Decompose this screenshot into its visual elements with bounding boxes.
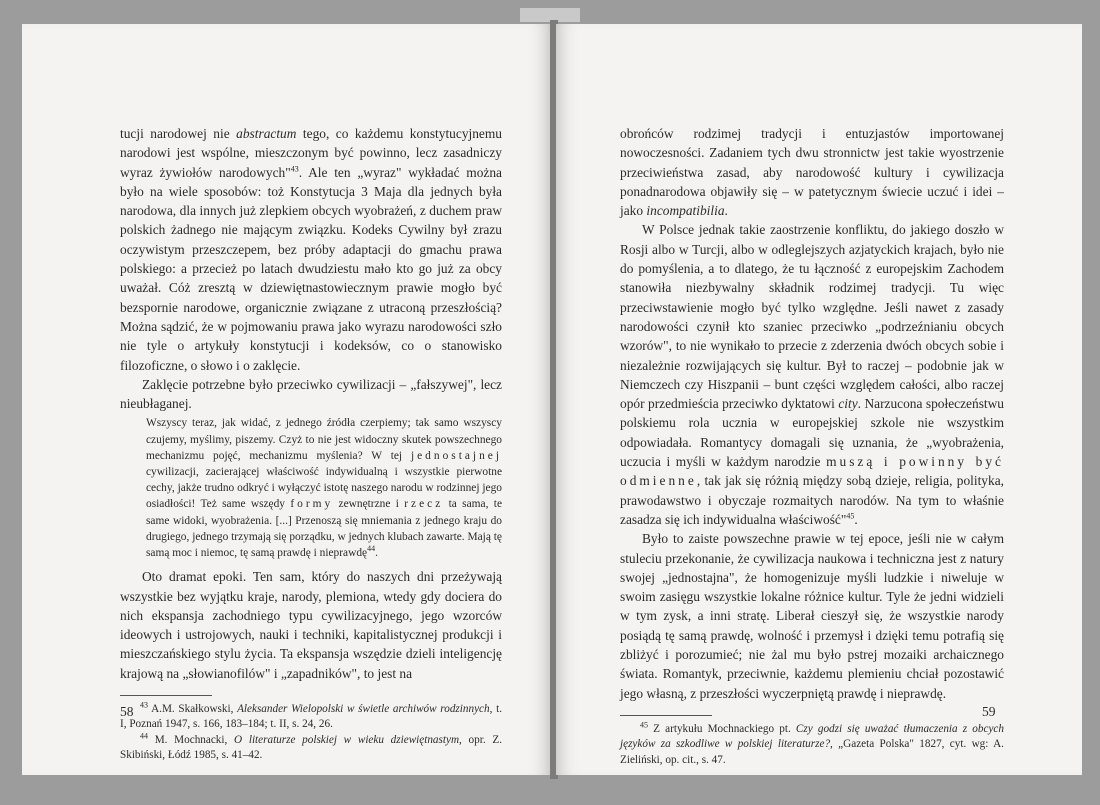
block-quote: [146, 415, 502, 561]
text-run: Z artykułu Mochnackiego pt.: [648, 722, 796, 735]
text-run: ta sama, te same widoki, wyobrażenia. [...] Przenoszą się mniemania z jednego kraju do drugiego, jednego trzymają się porządku, w jednych klubach zawarte. Mają tę samą moc i niemoc, tę samą prawdę i nieprawdę: [146, 498, 502, 560]
footnote-divider: [620, 715, 712, 716]
left-page-body: [120, 124, 502, 764]
right-footnotes: [620, 722, 1004, 768]
text-run: W Polsce jednak takie zaostrzenie konfliktu, do jakiego doszło w Rosji albo w Turcji, albo w odleglejszych azjatyckich krajach, było nie do pomyślenia, a to dlatego, że tu łączność z europejskim Zachodem stanowiła niezbywalny składnik rodzimej tradycji. Tu więc przeciwstawienie mogło być tylko względne. Jeśli nawet z zasady narodowości czynił kto szaniec przeciwko „podrzeźnianiu obcych wzorów", to nie wynikało to przecie z zderzenia dwóch obcych sobie i niezależnie rozwijających się kultur. Był to raczej – podobnie jak w Niemczech czy Hiszpanii – bunt części względem całości, albo raczej opór przedmieścia przeciwko dyktatowi: [620, 222, 1004, 412]
italic-term: city: [838, 396, 858, 412]
text-run: obrońców rodzimej tradycji i entuzjastów importowanej nowoczesności. Zadaniem tych dwu stronnictw jest takie wyostrzenie przeciwieństwa zasad, aby narodowość kultury i cywilizacja ponadnarodowa objawiły się – w patetycznym świecie uczuć i idei – jako: [620, 126, 1004, 219]
text-run: M. Mochnacki,: [148, 733, 235, 746]
right-paragraph-2: [620, 220, 1004, 529]
left-paragraph-1: [120, 124, 502, 375]
italic-title: O literaturze polskiej w wieku dziewiętnastym: [234, 733, 460, 746]
spaced-emphasis: rzecz: [404, 498, 444, 511]
footnote-divider: [120, 695, 212, 696]
text-run: zewnętrzne i: [333, 498, 405, 511]
right-paragraph-3: Było to zaiste powszechne prawie w tej epoce, jeśli nie w całym stuleciu przekonanie, że cywilizacja naukowa i techniczna jest z natury swojej „jednostajna", że homogenizuje myśli ludzkie i niweluje w swoim zasięgu wszystkie lokalne różnice kultur. Tyle że jedni widzieli w tym zysk, a inni stratę. Liberał cieszył się, że wszystkie narody posiądą tę samą prawdę, wolność i przemysł i dzięki temu potrafią się zbliżyć i porozumieć; nie żal mu było pstrej mozaiki archaicznego świata. Romantyk, przeciwnie, każdemu plemieniu chciał pozostawić jego własną, z przeszłości wyczerpniętą prawdę i nieprawdę.: [620, 531, 1004, 701]
footnote-number: 45: [640, 720, 648, 730]
text-run: , t. I, Poznań 1947, s. 166, 183–184; t. II, s. 24, 26.: [120, 703, 502, 731]
spaced-emphasis: formy: [290, 498, 334, 511]
footnote-number: 43: [140, 700, 148, 710]
text-run: , tak jak się różnią między sobą dzieje, religia, polityka, prawodawstwo i obyczaje rozmaitych narodów. Na tym to właśnie zasadza się ich indywidualna właściwość": [620, 473, 1004, 527]
text-run: cywilizacji, zacierającej właściwość indywidualną i wszystkie pierwotne cechy, jakże trudno odkryć i wyłączyć istotę naszego narodu w rodzinnej jego osiadłości! Też same wszędy: [146, 466, 502, 511]
text-run: , opr. Z. Skibiński, Łódź 1985, s. 41–42.: [120, 733, 502, 762]
text-run: . Narzucona społeczeństwu polskiemu rola ucznia w europejskiej szkole nie wszystkim odpowiadała. Romantycy domagali się uznania, że „wyobrażenia, uczucia i myśli w każdym narodzie: [620, 396, 1004, 470]
right-paragraph-1: [620, 124, 1004, 220]
footnote-ref-45[interactable]: 45: [846, 511, 855, 521]
left-paragraph-2: Zaklęcie potrzebne było przeciwko cywilizacji – „fałszywej", lecz nieubłaganej.: [120, 376, 502, 412]
footnote-44: [120, 733, 502, 764]
footnote-number: 44: [140, 731, 148, 741]
text-run: , „Gazeta Polska" 1827, cyt. wg: A. Zieliński, op. cit., s. 47.: [620, 738, 1004, 766]
footnote-ref-43[interactable]: 43: [290, 164, 299, 174]
italic-title: Czy godzi się uważać tłumaczenia z obcych języków za szkodliwe w polskiej literaturze?: [620, 722, 1004, 751]
text-run: .: [854, 511, 858, 527]
page-number-right: 59: [982, 704, 996, 719]
text-run: A.M. Skałkowski,: [148, 703, 238, 716]
text-run: .: [375, 547, 378, 560]
spaced-emphasis: muszą i powinny być odmienne: [620, 454, 1004, 489]
text-run: Wszyscy teraz, jak widać, z jednego źródła czerpiemy; tak samo wszyscy czujemy, myślimy, piszemy. Czyż to nie jest widoczny skutek powszechnego mechanizmu pojęć, mechanizmu myślenia? W tej: [146, 417, 502, 462]
text-run: tucji narodowej nie: [120, 126, 237, 141]
right-page-body: [620, 124, 1004, 768]
left-page: [22, 24, 552, 775]
italic-term: incompatibilia: [646, 203, 725, 219]
right-page: [556, 24, 1082, 775]
italic-title: Aleksander Wielopolski w świetle archiwów rodzinnych: [237, 703, 490, 716]
page-number-left: 58: [120, 704, 134, 719]
left-paragraph-3: Oto dramat epoki. Ten sam, który do naszych dni przeżywają wszystkie bez wyjątku kraje, narody, plemiona, wtedy gdy dociera do nich ekspansja zachodniego typu cywilizacyjnego, jego wzorców ideowych i ustrojowych, nauki i techniki, kapitalistycznej produkcji i mieszczańskiego stylu życia. Ta ekspansja wszędzie dzieli inteligencję krajową na „słowianofilów" i „zapadników", to jest na: [120, 569, 502, 681]
left-footnotes: [120, 702, 502, 764]
footnote-43: [120, 702, 502, 733]
footnote-ref-44[interactable]: 44: [367, 544, 376, 554]
text-run: tego, co każdemu konstytucyjnemu narodowi jest wspólne, mieszczonym być powinno, lecz zasadniczy wyraz żywiołów narodowych": [120, 126, 502, 180]
italic-term: abstractum: [236, 126, 297, 141]
text-run: . Ale ten „wyraz" wykładać można było na wiele sposobów: toż Konstytucja 3 Maja dla jednych była narodowa, dla innych już zlepkiem obcych wyobrażeń, z duchem praw polskich żadnego nie mającym związku. Kodeks Cywilny był zrazu oczywistym przeszczepem, bez próby adaptacji do gmachu prawa polskiego: a przecież po latach dwudziestu mało kto go już za obcy uważał. Cóż zresztą w dziewiętnastowiecznym prawie mogło być bezspornie narodowe, organicznie związane z utraconą przeszłością? Można sądzić, że w pojmowaniu prawa jako wyrazu narodowości szło nie tyle o artykuły konstytucji i kodeksów, co o stanowisko filozoficzne, o słowo i o zaklęcie.: [120, 164, 502, 373]
spaced-emphasis: jednostajnej: [410, 449, 502, 462]
footnote-45: [620, 722, 1004, 768]
text-run: .: [724, 203, 728, 219]
